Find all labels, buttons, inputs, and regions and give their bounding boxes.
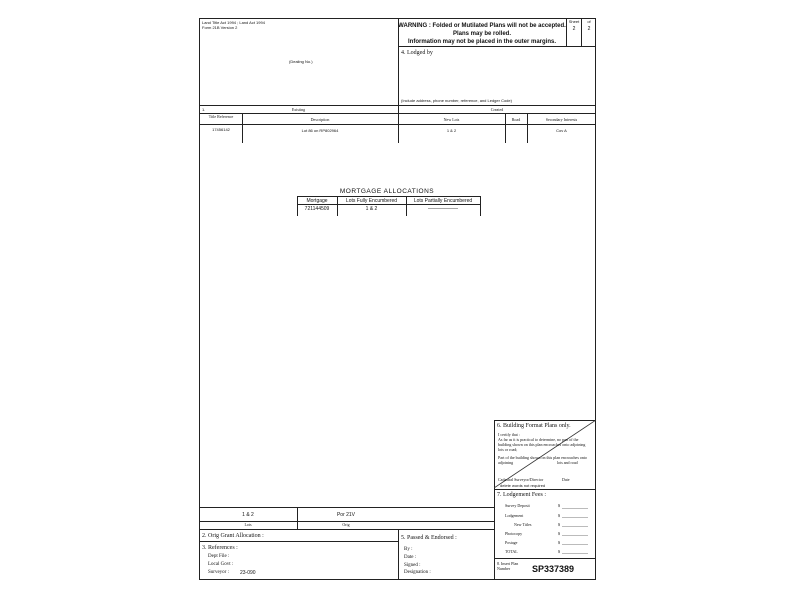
orig-grant-title: 2. Orig Grant Allocation : <box>202 533 264 539</box>
lodgement-fees-title: 7. Lodgement Fees : <box>497 492 546 498</box>
building-certify: I certify that : <box>498 432 520 437</box>
new-lots-value: 1 & 2 <box>446 128 457 133</box>
fee-label-lodgement: Lodgement <box>505 513 524 518</box>
warning-line-1: WARNING : Folded or Mutilated Plans will not be accepted. <box>398 23 566 29</box>
fee-label-total: TOTAL <box>505 549 518 554</box>
mortgage-col-mortgage: Mortgage <box>306 198 328 204</box>
bottom-mid-divider <box>398 529 399 580</box>
sheet-number: 2 <box>572 26 576 32</box>
fee-value-postage: $ <box>558 540 560 545</box>
passed-date-label: Date : <box>404 555 417 560</box>
header-bottom-line <box>398 46 596 47</box>
local-govt-label: Local Govt : <box>208 562 234 567</box>
surveyor-value: 23-090 <box>240 570 256 576</box>
passed-endorsed-title: 5. Passed & Endorsed : <box>401 535 457 541</box>
title-reference-value: 17456142 <box>212 127 230 132</box>
description-value: Lot 86 on RP802964 <box>301 128 339 133</box>
lodged-by-note: (Include address, phone number, reference, and Ledger Code) <box>401 98 512 103</box>
existing-label: Existing <box>291 107 306 112</box>
orig-label: Orig <box>342 522 350 527</box>
sheet-total: 2 <box>587 26 591 32</box>
building-date-label: Date <box>562 477 570 482</box>
form-version: Form 21B Version 2 <box>202 25 238 30</box>
fee-value-new-titles: $ <box>558 522 560 527</box>
building-format-title: 6. Building Format Plans only. <box>497 423 571 429</box>
building-bullet-2: Part of the building shown on this plan encroaches onto adjoining <box>498 455 587 465</box>
warning-line-2: Plans may be rolled. <box>452 31 512 37</box>
sheet-of: of <box>587 19 591 24</box>
fee-value-total: $ <box>558 549 560 554</box>
fees-top <box>494 489 596 490</box>
building-bullet-2b: lots and road <box>557 460 578 465</box>
lots-subheader-line <box>199 113 596 114</box>
legislation-acts: Land Title Act 1994 ; Land Act 1994 <box>202 20 265 25</box>
mortgage-col-fully: Lots Fully Encumbered <box>345 198 398 204</box>
mortgage-right <box>480 196 481 216</box>
secondary-interests-value: Cov A <box>556 128 567 133</box>
fee-label-survey: Survey Deposit <box>505 503 530 508</box>
references-title: 3. References : <box>202 545 238 551</box>
section-1-number: 1. <box>202 107 206 112</box>
dealing-number-label: (Dealing No.) <box>289 59 313 64</box>
lodged-by-title: 4. Lodged by <box>401 50 433 56</box>
surveyor-label: Surveyor : <box>208 570 229 575</box>
lots-value: 1 & 2 <box>242 512 254 518</box>
building-bullet-1: As far as it is practical to determine, no part of the building shown on this plan encroaches onto adjoining lots or road; <box>498 437 586 452</box>
fee-dots <box>562 503 588 555</box>
building-delete-note: delete words not required <box>500 483 546 488</box>
fee-value-survey: $ <box>558 503 560 508</box>
mortgage-partially-value: —————— <box>428 206 458 212</box>
building-signer: Cadastral Surveyor/Director <box>498 477 544 482</box>
col-description: Description <box>310 117 330 122</box>
lots-header-bottom <box>199 124 596 125</box>
sheet-label: Sheet <box>568 19 580 24</box>
col-new-lots: New Lots <box>443 117 460 122</box>
fee-label-postage: Postage <box>505 540 518 545</box>
warning-line-3: Information may not be placed in the outer margins. <box>407 39 557 45</box>
mortgage-table-top <box>297 196 480 197</box>
mortgage-number: 721144509 <box>304 206 330 212</box>
created-label: Created <box>490 107 504 112</box>
references-top <box>199 541 398 542</box>
fee-label-photocopy: Photocopy <box>505 531 523 536</box>
mortgage-allocations-title: MORTGAGE ALLOCATIONS <box>339 188 435 195</box>
orig-value: Por 21V <box>336 512 356 518</box>
lots-label: Lots <box>244 522 252 527</box>
mortgage-col-partially: Lots Partially Encumbered <box>413 198 473 204</box>
passed-by-label: By : <box>404 547 413 552</box>
orig-grant-top <box>199 529 494 530</box>
fee-value-photocopy: $ <box>558 531 560 536</box>
passed-designation-label: Designation : <box>404 570 431 575</box>
fee-value-lodgement: $ <box>558 513 560 518</box>
dept-file-label: Dept File : <box>208 554 230 559</box>
fee-label-new-titles: New Titles <box>514 522 532 527</box>
col-title-reference: Title Reference <box>208 114 234 119</box>
lots-orig-top <box>199 507 494 508</box>
mortgage-fully-value: 1 & 2 <box>365 206 378 212</box>
col-road: Road <box>511 117 521 122</box>
insert-plan-label: 8. Insert Plan Number <box>497 561 519 571</box>
insert-top <box>494 558 596 559</box>
passed-signed-label: Signed : <box>404 563 421 568</box>
plan-number: SP337389 <box>532 564 575 574</box>
col-secondary-interests: Secondary Interests <box>545 117 578 122</box>
mortgage-header-bottom <box>297 204 480 205</box>
